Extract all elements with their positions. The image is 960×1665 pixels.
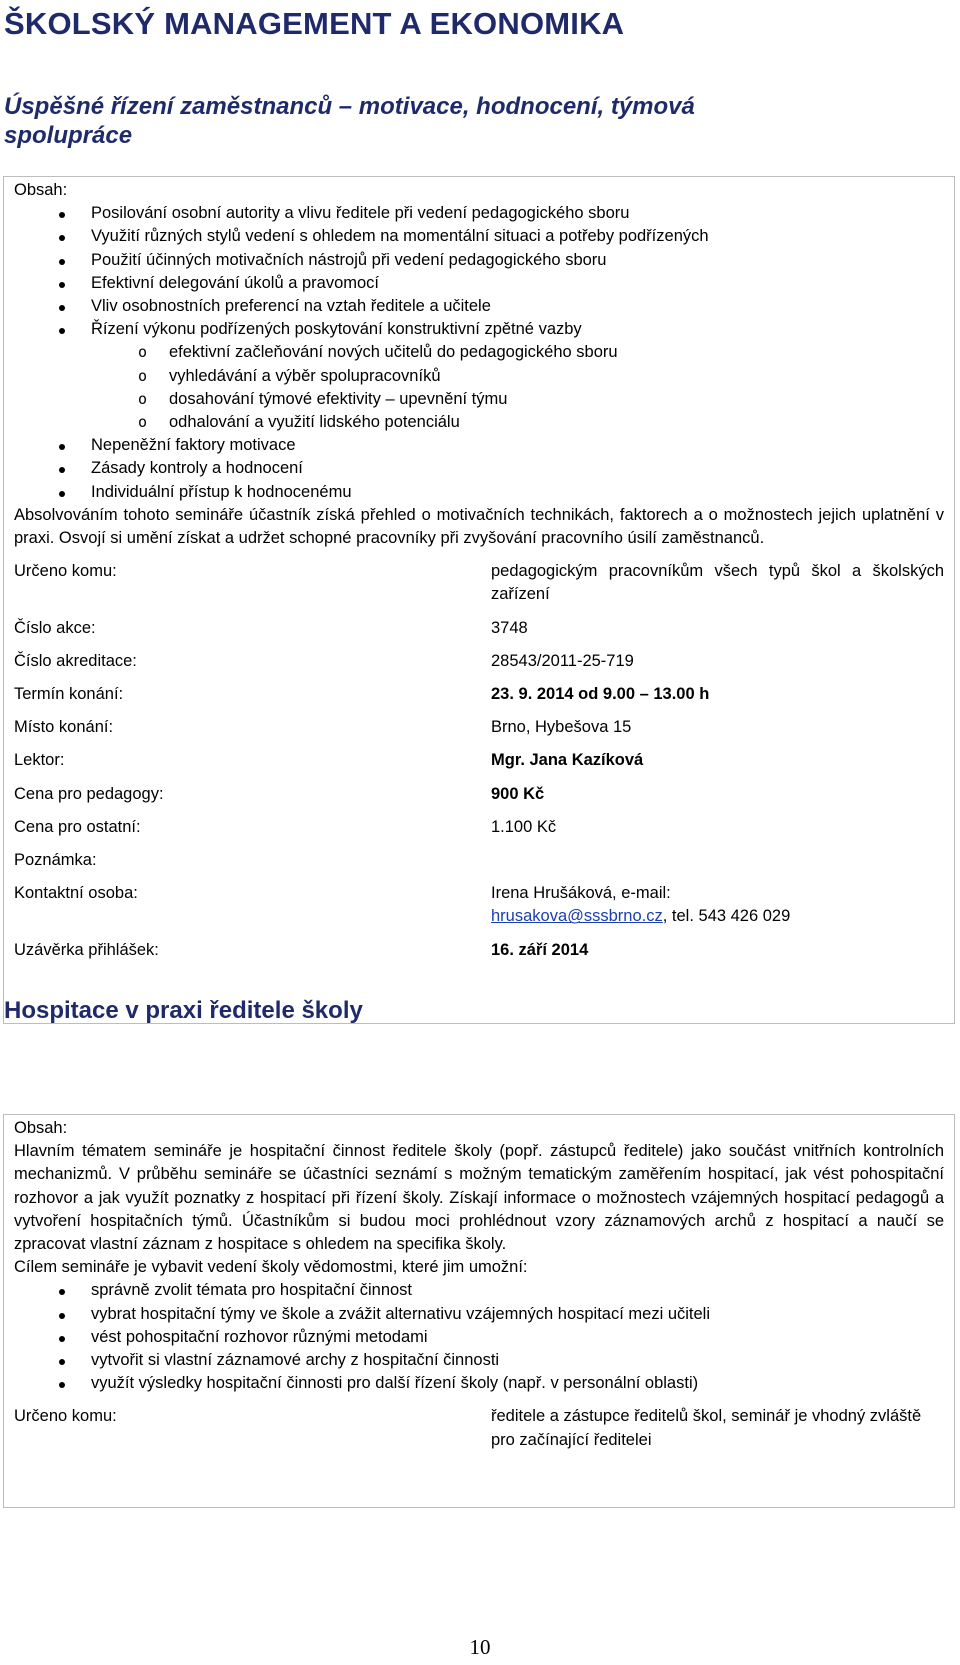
course-title: Hospitace v praxi ředitele školy (4, 997, 363, 1024)
sub-list-item: o vyhledávání a výběr spolupracovníků (14, 365, 944, 388)
list-item: vést pohospitační rozhovor různými metodami (14, 1326, 944, 1349)
sub-list-item: o efektivní začleňování nových učitelů do pedagogického sboru (14, 341, 944, 364)
contact-phone: , tel. 543 426 029 (662, 907, 791, 926)
course-box (3, 176, 955, 1024)
info-row-deadline (14, 929, 944, 962)
content-list (14, 202, 944, 504)
info-label: Cena pro pedagogy: (14, 784, 164, 803)
list-item: Posilování osobní autority a vlivu ředitele při vedení pedagogického sboru (14, 202, 944, 225)
list-item: správně zvolit témata pro hospitační činnost (14, 1279, 944, 1302)
info-row-target (14, 550, 944, 606)
info-label: Určeno komu: (14, 562, 117, 581)
info-value: 3748 (491, 618, 528, 637)
course-description: Hlavním tématem semináře je hospitační činnost ředitele školy (popř. zástupců ředitele) jako součást vnitřních kontrolních mechanizmů. V průběhu semináře se účastníci seznámí s možným tematickým zaměřením hospitací, jak vést pohospitační rozhovor a jak využít poznatky z hospitací při řízení školy. Získají informace o možnostech vzájemných hospitací pedagogů a vytvoření hospitačních týmů. Účastníkům si budou moci prohlédnout vzory záznamových archů z hospitací a naučí se zpracovat vlastní záznam z hospitace s ohledem na specifika školy. (14, 1142, 944, 1254)
info-label: Cena pro ostatní: (14, 817, 141, 836)
course-title (4, 92, 695, 150)
course-summary: Absolvováním tohoto semináře účastník získá přehled o motivačních technikách, faktorech a o možnostech jejich uplatnění v praxi. Osvojí si umění získat a udržet schopné pracovníky při zvyšování pracovního úsilí zaměstnanců. (14, 505, 944, 548)
info-value: Brno, Hybešova 15 (491, 718, 632, 737)
obsah-label: Obsah: (14, 181, 68, 199)
goal-list (14, 1279, 944, 1395)
info-row-accreditation (14, 640, 944, 673)
info-label: Určeno komu: (14, 1407, 117, 1426)
info-label: Lektor: (14, 751, 65, 770)
list-item: Použití účinných motivačních nástrojů při vedení pedagogického sboru (14, 249, 944, 272)
course-box (3, 1114, 955, 1508)
info-row-date (14, 673, 944, 706)
info-label: Uzávěrka přihlášek: (14, 940, 159, 959)
list-item-text: Řízení výkonu podřízených poskytování konstruktivní zpětné vazby (91, 320, 582, 339)
info-value: 28543/2011-25-719 (491, 651, 634, 670)
info-value: 23. 9. 2014 od 9.00 – 13.00 h (491, 685, 710, 704)
sub-list-item: o odhalování a využití lidského potenciálu (14, 411, 944, 434)
list-item: vytvořit si vlastní záznamové archy z hospitační činnosti (14, 1349, 944, 1372)
info-value: ředitele a zástupce ředitelů škol, seminář je vhodný zvláště pro začínající ředitelei (491, 1407, 922, 1449)
info-value (491, 872, 944, 928)
list-item: využít výsledky hospitační činnosti pro další řízení školy (např. v personální oblasti) (14, 1372, 944, 1395)
list-item: Nepeněžní faktory motivace (14, 434, 944, 457)
page-number: 10 (469, 1635, 491, 1659)
page-title: ŠKOLSKÝ MANAGEMENT A EKONOMIKA (4, 6, 625, 41)
info-value: 16. září 2014 (491, 940, 589, 959)
sub-list-item: o dosahování týmové efektivity – upevnění týmu (14, 388, 944, 411)
info-row-note (14, 839, 944, 872)
info-table (14, 1395, 944, 1451)
sub-list (14, 341, 944, 434)
course-title-line-2: spolupráce (4, 122, 133, 149)
info-row-target (14, 1395, 944, 1451)
obsah-label: Obsah: (14, 1119, 68, 1137)
list-item: Efektivní delegování úkolů a pravomocí (14, 272, 944, 295)
info-label: Poznámka: (14, 851, 97, 870)
info-label: Kontaktní osoba: (14, 884, 138, 903)
list-item-with-sublist (14, 318, 944, 434)
info-label: Číslo akce: (14, 618, 96, 637)
course-goal: Cílem semináře je vybavit vedení školy vědomostmi, které jim umožní: (14, 1258, 528, 1277)
info-value: 900 Kč (491, 784, 545, 803)
list-item: Zásady kontroly a hodnocení (14, 457, 944, 480)
list-item: vybrat hospitační týmy ve škole a zvážit alternativu vzájemných hospitací mezi učiteli (14, 1303, 944, 1326)
list-item: Vliv osobnostních preferencí na vztah ředitele a učitele (14, 295, 944, 318)
info-row-contact (14, 872, 944, 928)
contact-email-link[interactable]: hrusakova@sssbrno.cz (491, 907, 663, 926)
info-label: Číslo akreditace: (14, 651, 137, 670)
info-label: Termín konání: (14, 685, 124, 704)
info-table (14, 550, 944, 962)
contact-name: Irena Hrušáková, e-mail: (491, 884, 671, 903)
info-row-price-teachers (14, 773, 944, 806)
info-row-place (14, 706, 944, 739)
course-title-line-1: Úspěšné řízení zaměstnanců – motivace, hodnocení, týmová (4, 93, 695, 120)
info-value: 1.100 Kč (491, 817, 557, 836)
info-value (491, 839, 944, 872)
info-row-lecturer (14, 739, 944, 772)
info-value: pedagogickým pracovníkům všech typů škol a školských zařízení (491, 562, 944, 604)
info-label: Místo konání: (14, 718, 114, 737)
info-row-price-others (14, 806, 944, 839)
list-item: Individuální přístup k hodnocenému (14, 481, 944, 504)
info-value: Mgr. Jana Kazíková (491, 751, 644, 770)
info-row-event-number (14, 607, 944, 640)
list-item: Využití různých stylů vedení s ohledem na momentální situaci a potřeby podřízených (14, 225, 944, 248)
